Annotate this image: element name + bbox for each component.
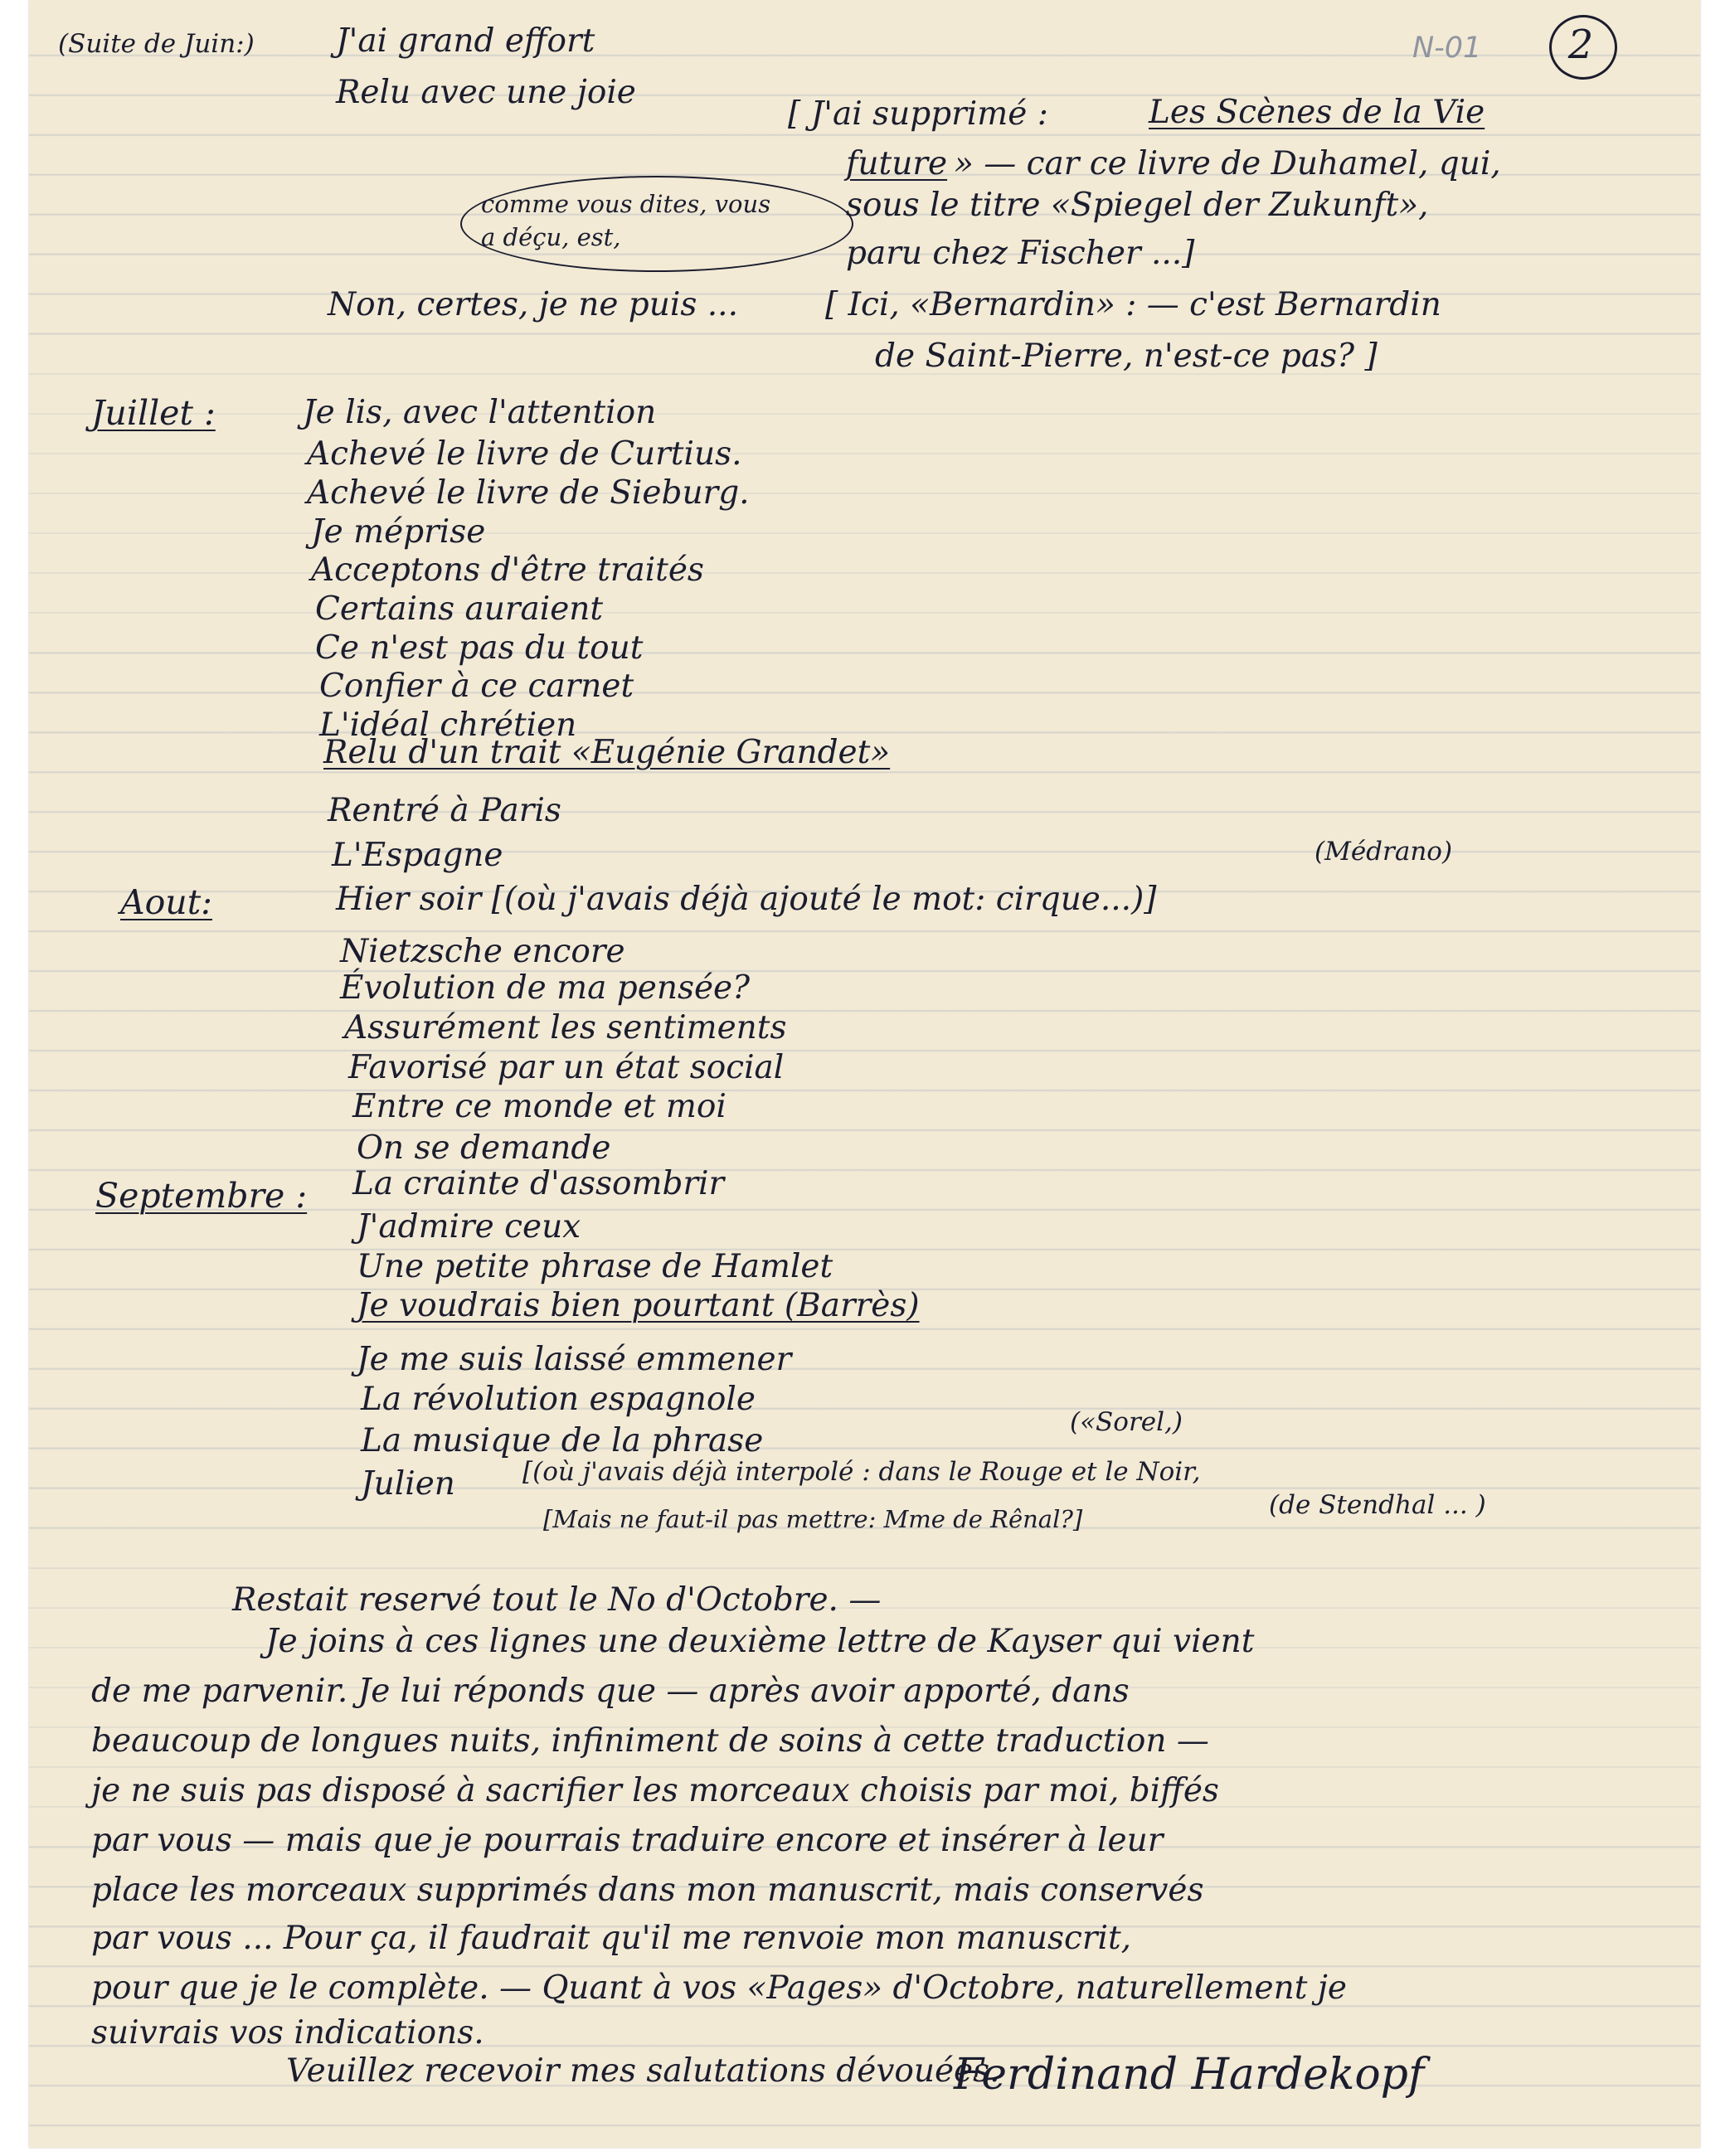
aout-medrano-note: (Médrano) xyxy=(1315,837,1453,867)
juillet-line: Je lis, avec l'attention xyxy=(303,394,657,431)
septembre-line: Je me suis laissé emmener xyxy=(357,1341,792,1378)
septembre-julien-label: Julien xyxy=(361,1465,455,1503)
juillet-line-eugenie: Relu d'un trait «Eugénie Grandet» xyxy=(323,734,891,771)
aout-line: On se demande xyxy=(357,1129,611,1167)
manuscript-page xyxy=(29,0,1700,2148)
note-supprime-line: [ J'ai supprimé : xyxy=(788,95,1048,133)
aout-line: Entre ce monde et moi xyxy=(352,1088,727,1125)
archive-pencil-mark: N-01 xyxy=(1412,32,1482,65)
letter-closing: Veuillez recevoir mes salutations dévouées. xyxy=(286,2052,1000,2090)
letter-line: place les morceaux supprimés dans mon manuscrit, mais conservés xyxy=(91,1872,1204,1909)
letter-line: pour que je le complète. — Quant à vos «Pages» d'Octobre, naturellement je xyxy=(91,1969,1347,2007)
section-label-aout: Aout: xyxy=(120,882,212,922)
septembre-line: Une petite phrase de Hamlet xyxy=(357,1248,833,1285)
septembre-line: J'admire ceux xyxy=(357,1208,581,1246)
juin-line: Non, certes, je ne puis ... xyxy=(328,286,738,323)
letter-line: Je joins à ces lignes une deuxième lettre de Kayser qui vient xyxy=(265,1623,1255,1660)
letter-line: beaucoup de longues nuits, infiniment de soins à cette traduction — xyxy=(91,1722,1209,1760)
letter-line: de me parvenir. Je lui réponds que — après avoir apporté, dans xyxy=(91,1673,1130,1710)
aout-line: Nietzsche encore xyxy=(340,933,625,970)
aout-line: Évolution de ma pensée? xyxy=(340,969,751,1007)
juillet-line: Achevé le livre de Curtius. xyxy=(307,435,742,473)
letter-line: je ne suis pas disposé à sacrifier les morceaux choisis par moi, biffés xyxy=(91,1772,1219,1809)
note-title-future: future xyxy=(846,145,948,182)
juillet-line: Je méprise xyxy=(311,513,486,551)
juillet-line: Certains auraient xyxy=(315,590,604,628)
signature: Ferdinand Hardekopf xyxy=(954,2050,1425,2100)
letter-line: Restait reservé tout le No d'Octobre. — xyxy=(232,1581,882,1619)
section-label-juillet: Juillet : xyxy=(91,393,216,433)
julien-interpole-line: [(où j'avais déjà interpolé : dans le Rouge et le Noir, xyxy=(522,1457,1201,1487)
letter-line: suivrais vos indications. xyxy=(91,2014,484,2052)
juillet-line: L'Espagne xyxy=(332,837,503,874)
aout-hier-soir-line: Hier soir [(où j'avais déjà ajouté le mot: cirque...)] xyxy=(336,881,1157,918)
oval-annotation-line: a déçu, est, xyxy=(481,223,621,251)
julien-renal-line: [Mais ne faut-il pas mettre: Mme de Rênal?] xyxy=(543,1505,1083,1533)
septembre-line: La crainte d'assombrir xyxy=(352,1165,725,1202)
note-title-scenes: Les Scènes de la Vie xyxy=(1149,94,1485,131)
juillet-line: Confier à ce carnet xyxy=(319,668,634,705)
septembre-line: La révolution espagnole xyxy=(361,1381,756,1418)
section-label-septembre: Septembre : xyxy=(95,1176,308,1216)
note-fischer-line: paru chez Fischer ...] xyxy=(846,235,1195,272)
septembre-line: La musique de la phrase xyxy=(361,1422,764,1459)
aout-line: Assurément les sentiments xyxy=(344,1009,787,1046)
oval-annotation-line: comme vous dites, vous xyxy=(481,190,771,218)
note-spiegel-line: sous le titre «Spiegel der Zukunft», xyxy=(846,187,1429,224)
section-label-juin: (Suite de Juin:) xyxy=(58,29,255,59)
page-number: 2 xyxy=(1567,22,1594,68)
juin-line: Relu avec une joie xyxy=(336,74,636,111)
sorel-note: («Sorel,) xyxy=(1070,1407,1183,1437)
letter-line: par vous ... Pour ça, il faudrait qu'il me renvoie mon manuscrit, xyxy=(91,1920,1132,1957)
note-saint-pierre-line: de Saint-Pierre, n'est-ce pas? ] xyxy=(875,337,1378,375)
juillet-line: Achevé le livre de Sieburg. xyxy=(307,474,750,512)
juillet-line: Rentré à Paris xyxy=(328,792,561,829)
note-duhamel-line: » — car ce livre de Duhamel, qui, xyxy=(954,145,1501,182)
juin-line: J'ai grand effort xyxy=(336,22,595,60)
juillet-line: L'idéal chrétien xyxy=(319,707,577,744)
letter-line: par vous — mais que je pourrais traduire encore et insérer à leur xyxy=(91,1822,1164,1859)
stendhal-note: (de Stendhal ... ) xyxy=(1269,1490,1486,1520)
note-bernardin-line: [ Ici, «Bernardin» : — c'est Bernardin xyxy=(825,286,1441,323)
septembre-line-barres: Je voudrais bien pourtant (Barrès) xyxy=(357,1287,920,1324)
juillet-line: Ce n'est pas du tout xyxy=(315,629,644,667)
aout-line: Favorisé par un état social xyxy=(348,1049,785,1086)
juillet-line: Acceptons d'être traités xyxy=(311,551,704,589)
